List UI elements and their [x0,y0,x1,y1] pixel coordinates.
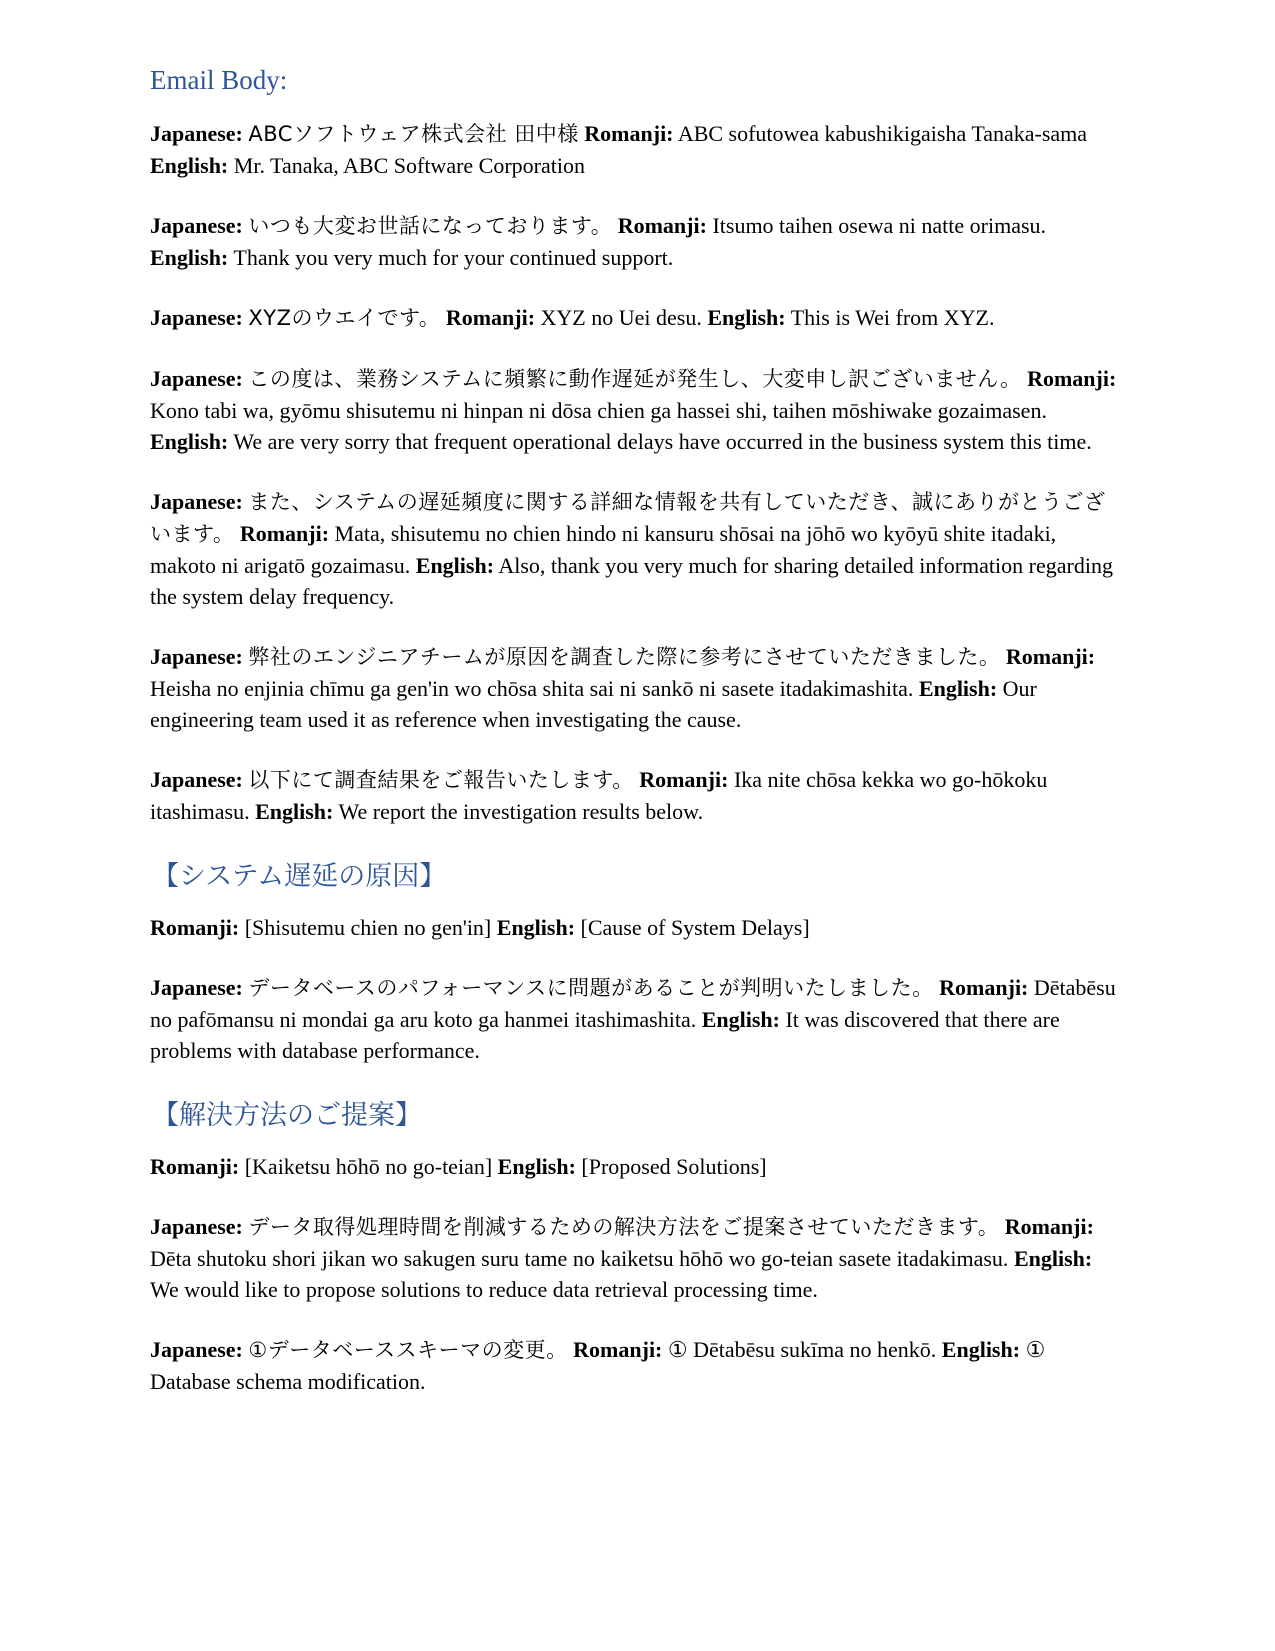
translation-paragraph [150,641,1125,735]
romanji-text: Ika nite chōsa kekka wo go-hōkoku itashimasu. [150,767,1048,824]
english-text: We would like to propose solutions to reduce data retrieval processing time. [150,1277,818,1302]
romanji-label: Romanji: [617,213,707,238]
romanji-text: [Shisutemu chien no gen'in] [244,915,492,940]
translation-paragraph [150,302,1125,334]
english-text: ① Database schema modification. [150,1337,1046,1394]
english-text: We are very sorry that frequent operational delays have occurred in the business system this time. [233,429,1092,454]
english-label: English: [255,799,334,824]
romanji-label: Romanji: [1005,644,1096,669]
english-text: Our engineering team used it as reference when investigating the cause. [150,676,1037,732]
romanji-label: Romanji: [239,521,330,546]
translation-paragraph [150,1334,1125,1397]
english-text: It was discovered that there are problems with database performance. [150,1007,1060,1063]
translation-paragraph [150,1151,1125,1182]
japanese-text: 弊社のエンジニアチームが原因を調査した際に参考にさせていただきました。 [248,645,1001,669]
romanji-label: Romanji: [584,121,674,146]
romanji-text: ABC sofutowea kabushikigaisha Tanaka-sama [677,121,1088,146]
english-label: English: [918,676,998,701]
romanji-label: Romanji: [150,915,240,940]
japanese-label: Japanese: [150,1337,243,1362]
section-heading: 【解決方法のご提案】 [152,1100,422,1130]
romanji-text: ① Dētabēsu sukīma no henkō. [667,1337,937,1362]
romanji-text: Dēta shutoku shori jikan wo sakugen suru tame no kaiketsu hōhō wo go-teian sasete itadakimasu. [150,1246,1009,1271]
translation-paragraph [150,486,1125,612]
romanji-label: Romanji: [1004,1214,1094,1239]
japanese-text: ABCソフトウェア株式会社 田中様 [248,122,579,146]
romanji-label: Romanji: [150,1154,240,1179]
email-body-heading: Email Body: [150,65,288,95]
japanese-label: Japanese: [150,644,243,669]
english-label: English: [1013,1246,1093,1271]
english-label: English: [496,915,576,940]
translation-paragraph [150,912,1125,943]
romanji-text: Kono tabi wa, gyōmu shisutemu ni hinpan ni dōsa chien ga hassei shi, taihen mōshiwake gozaimasen. [150,398,1047,423]
english-text: [Proposed Solutions] [581,1154,767,1179]
english-label: English: [150,429,229,454]
romanji-text: Heisha no enjinia chīmu ga gen'in wo chōsa shita sai ni sankō ni sasete itadakimashita. [150,676,914,701]
section-heading: 【システム遅延の原因】 [152,861,447,891]
romanji-text: Dētabēsu no pafōmansu ni mondai ga aru koto ga hanmei itashimashita. [150,975,1116,1032]
japanese-label: Japanese: [150,1214,243,1239]
japanese-label: Japanese: [150,213,243,238]
japanese-label: Japanese: [150,975,243,1000]
japanese-text: この度は、業務システムに頻繁に動作遅延が発生し、大変申し訳ございません。 [248,367,1022,391]
english-label: English: [415,553,495,578]
japanese-label: Japanese: [150,366,243,391]
email-content [150,118,1125,1397]
translation-paragraph [150,764,1125,827]
email-body-document [150,60,1125,1426]
english-label: English: [941,1337,1021,1362]
romanji-label: Romanji: [445,305,536,330]
romanji-label: Romanji: [939,975,1029,1000]
english-label: English: [150,153,229,178]
romanji-text: Mata, shisutemu no chien hindo ni kansuru shōsai na jōhō wo kyōyū shite itadaki, makoto ni arigatō gozaimasu. [150,521,1057,578]
japanese-text: ①データベーススキーマの変更。 [248,1338,568,1362]
translation-paragraph [150,972,1125,1066]
romanji-text: [Kaiketsu hōhō no go-teian] [244,1154,493,1179]
english-text: [Cause of System Delays] [580,915,810,940]
japanese-label: Japanese: [150,305,243,330]
english-text: This is Wei from XYZ. [790,305,995,330]
japanese-label: Japanese: [150,121,243,146]
romanji-label: Romanji: [639,767,729,792]
japanese-label: Japanese: [150,767,243,792]
japanese-text: XYZのウエイです。 [248,306,441,330]
english-text: Thank you very much for your continued support. [233,245,674,270]
romanji-text: Itsumo taihen osewa ni natte orimasu. [712,213,1047,238]
english-label: English: [707,305,786,330]
translation-paragraph [150,118,1125,181]
romanji-label: Romanji: [1027,366,1117,391]
romanji-text: XYZ no Uei desu. [540,305,702,330]
english-text: Mr. Tanaka, ABC Software Corporation [233,153,585,178]
translation-paragraph [150,210,1125,273]
romanji-label: Romanji: [573,1337,663,1362]
english-label: English: [150,245,229,270]
english-text: We report the investigation results below. [338,799,704,824]
english-label: English: [701,1007,780,1032]
japanese-text: データベースのパフォーマンスに問題があることが判明いたしました。 [248,976,934,1000]
english-label: English: [497,1154,576,1179]
japanese-text: いつも大変お世話になっております。 [248,214,613,238]
translation-paragraph [150,363,1125,457]
english-text: Also, thank you very much for sharing detailed information regarding the system delay frequency. [150,553,1113,609]
translation-paragraph [150,1211,1125,1305]
japanese-label: Japanese: [150,489,243,514]
japanese-text: また、システムの遅延頻度に関する詳細な情報を共有していただき、誠にありがとうございます。 [150,490,1106,546]
japanese-text: データ取得処理時間を削減するための解決方法をご提案させていただきます。 [248,1215,1000,1239]
japanese-text: 以下にて調査結果をご報告いたします。 [248,768,634,792]
